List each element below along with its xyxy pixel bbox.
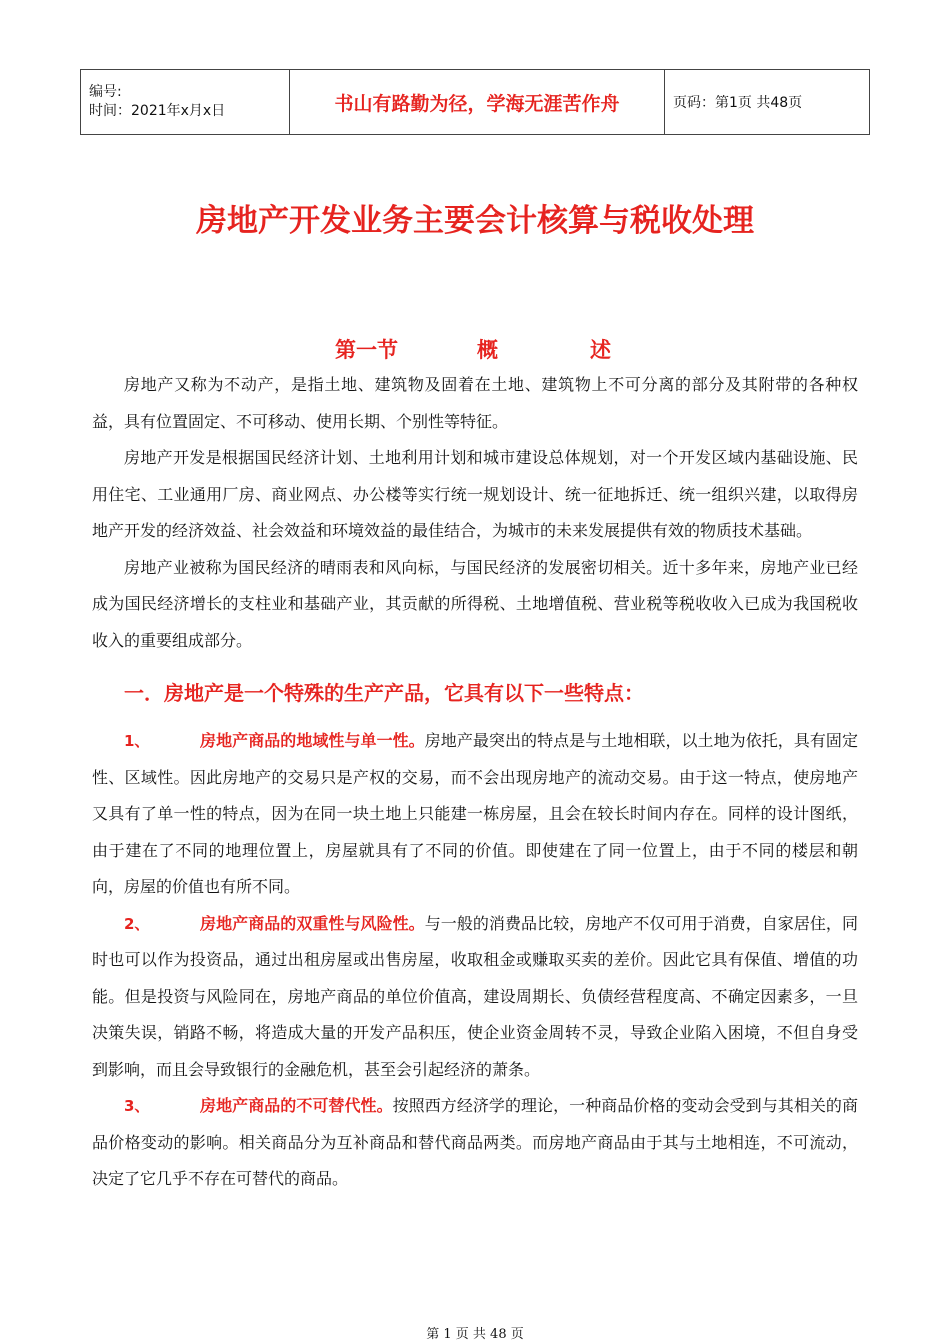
item-title: 房地产商品的地域性与单一性。 (200, 731, 425, 750)
item-number: 3、 (124, 1097, 150, 1115)
item-title: 房地产商品的双重性与风险性。 (200, 913, 425, 933)
document-title: 房地产开发业务主要会计核算与税收处理 (196, 203, 754, 239)
motto: 书山有路勤为径，学海无涯苦作舟 (290, 70, 665, 135)
heading-1: 一．房地产是一个特殊的生产产品，它具有以下一些特点： (124, 681, 644, 705)
item-text: 按照西方经济学的理论，一种商品价格的变动会受到与其相关的商品价格变动的影响。相关商品分为互补商品和替代商品两类。而房地产商品由于其与土地相连，不可流动，决定了它几乎不存在可替代的商品。 (92, 1096, 858, 1188)
section-title-part2: 概 (477, 338, 498, 362)
paragraph: 房地产开发是根据国民经济计划、土地利用计划和城市建设总体规划，对一个开发区域内基础设施、民用住宅、工业通用厂房、商业网点、办公楼等实行统一规划设计、统一征地拆迁、统一组织兴建，以取得房地产开发的经济效益、社会效益和环境效益的最佳结合，为城市的未来发展提供有效的物质技术基础。 (92, 448, 858, 540)
page-info: 页码：第1页 共48页 (665, 70, 870, 135)
list-item (92, 723, 858, 906)
list-item (92, 906, 858, 1089)
section-title (0, 334, 950, 364)
header-meta-cell (81, 70, 290, 135)
item-number: 1、 (124, 732, 150, 750)
section-title-part3: 述 (590, 338, 611, 362)
list-item (92, 1088, 858, 1198)
page-footer: 第 1 页 共 48 页 (426, 1327, 524, 1342)
time-label: 时间：2021年x月x日 (89, 103, 226, 119)
paragraph: 房地产业被称为国民经济的晴雨表和风向标，与国民经济的发展密切相关。近十多年来，房地产业已经成为国民经济增长的支柱业和基础产业，其贡献的所得税、土地增值税、营业税等税收收入已成为我国税收收入的重要组成部分。 (92, 557, 858, 650)
body-text (92, 367, 858, 1198)
item-number: 2、 (124, 914, 150, 933)
item-text: 房地产最突出的特点是与土地相联，以土地为依托，具有固定性、区域性。因此房地产的交易只是产权的交易，而不会出现房地产的流动交易。由于这一特点，使房地产又具有了单一性的特点，因为在同一块土地上只能建一栋房屋，且会在较长时间内存在。同样的设计图纸，由于建在了不同的地理位置上，房屋就具有了不同的价值。即使建在了同一位置上，由于不同的楼层和朝向，房屋的价值也有所不同。 (92, 731, 858, 896)
header-table (80, 69, 870, 135)
item-text: 与一般的消费品比较，房地产不仅可用于消费，自家居住，同时也可以作为投资品，通过出租房屋或出售房屋，收取租金或赚取买卖的差价。因此它具有保值、增值的功能。但是投资与风险同在，房地产商品的单位价值高，建设周期长、负债经营程度高、不确定因素多，一旦决策失误，销路不畅，将造成大量的开发产品积压，使企业资金周转不灵，导致企业陷入困境，不但自身受到影响，而且会导致银行的金融危机，甚至会引起经济的萧条。 (92, 913, 858, 1079)
paragraph: 房地产又称为不动产，是指土地、建筑物及固着在土地、建筑物上不可分离的部分及其附带的各种权益，具有位置固定、不可移动、使用长期、个别性等特征。 (92, 375, 858, 431)
section-title-part1: 第一节 (335, 338, 398, 362)
item-title: 房地产商品的不可替代性。 (200, 1096, 393, 1115)
code-label: 编号: (89, 84, 122, 100)
